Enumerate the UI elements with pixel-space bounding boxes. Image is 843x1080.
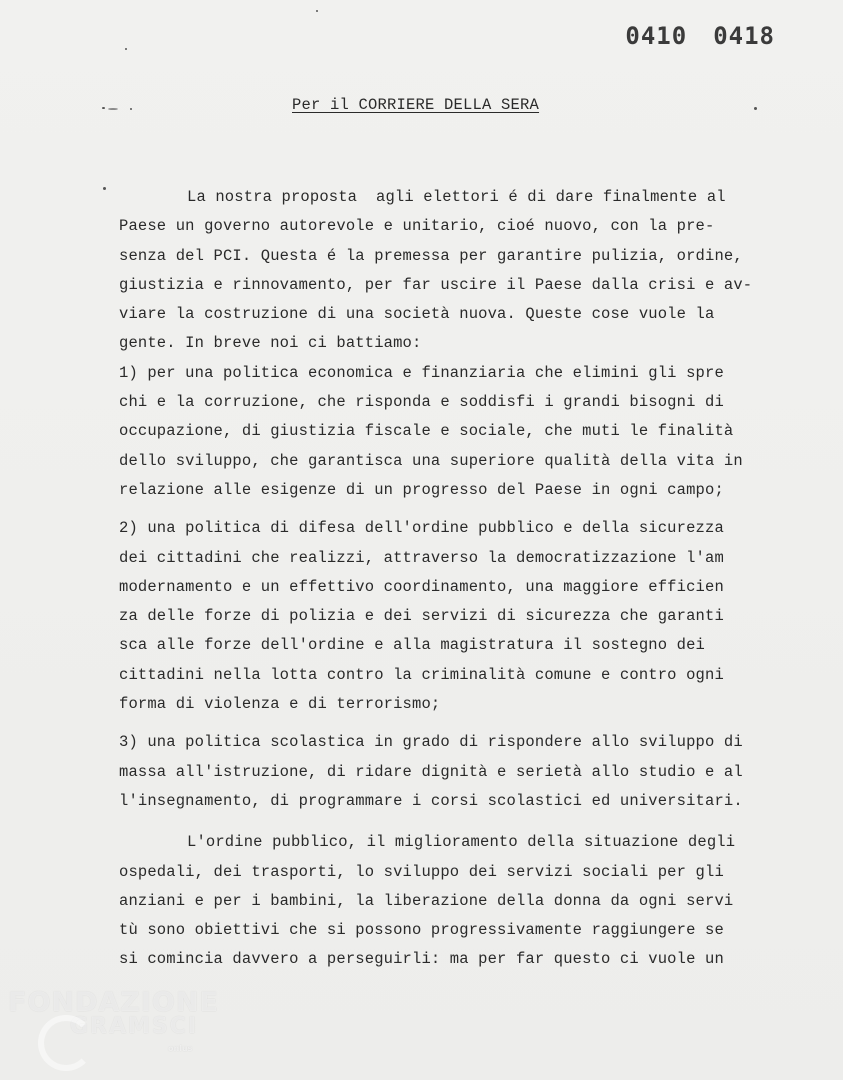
- watermark-sub: onlus: [168, 1044, 193, 1053]
- scan-speck: [754, 107, 757, 110]
- scan-speck: [125, 48, 127, 50]
- paragraph: [119, 183, 784, 505]
- watermark-line-1: FONDAZIONE: [8, 987, 219, 1018]
- stamp-number: 0410: [625, 22, 688, 50]
- scan-speck: [130, 108, 132, 110]
- text-line: ospedali, dei trasporti, lo sviluppo dei servizi sociali per gli: [119, 862, 724, 881]
- text-line: Paese un governo autorevole e unitario, cioé nuovo, con la pre-: [119, 217, 715, 236]
- text-line: dello sviluppo, che garantisca una superiore qualità della vita in: [119, 451, 743, 470]
- text-line: 3) una politica scolastica in grado di rispondere allo sviluppo di: [119, 733, 743, 752]
- paragraph-gap: [119, 505, 784, 514]
- stamp-number: 0418: [713, 22, 775, 50]
- watermark-g-logo-icon: [38, 1015, 94, 1071]
- text-line: L'ordine pubblico, il miglioramento della situazione degli: [187, 833, 736, 852]
- text-line: tù sono obiettivi che si possono progressivamente raggiungere se: [119, 921, 724, 940]
- paragraph: [119, 514, 784, 719]
- text-line: sca alle forze dell'ordine e alla magistratura il sostegno dei: [119, 636, 705, 655]
- paragraph-gap: [119, 816, 784, 828]
- text-line: senza del PCI. Questa é la premessa per garantire pulizia, ordine,: [119, 246, 743, 265]
- text-line: modernamento e un effettivo coordinamento, una maggiore efficien: [119, 577, 724, 596]
- text-line: za delle forze di polizia e dei servizi di sicurezza che garanti: [119, 607, 724, 626]
- document-body: [119, 183, 784, 975]
- text-line: viare la costruzione di una società nuova. Queste cose vuole la: [119, 305, 715, 324]
- text-line: forma di violenza e di terrorismo;: [119, 695, 441, 714]
- text-line: 1) per una politica economica e finanziaria che elimini gli spre: [119, 363, 724, 382]
- document-title: Per il CORRIERE DELLA SERA: [292, 96, 540, 114]
- paragraph-gap: [119, 719, 784, 728]
- text-line: anziani e per i bambini, la liberazione della donna da ogni servi: [119, 891, 734, 910]
- fondazione-gramsci-watermark: [8, 987, 219, 1053]
- text-line: dei cittadini che realizzi, attraverso la democratizzazione l'am: [119, 548, 724, 567]
- scan-speck: [103, 187, 106, 190]
- paragraph: [119, 728, 784, 816]
- text-line: chi e la corruzione, che risponda e soddisfi i grandi bisogni di: [119, 393, 724, 412]
- watermark-line-2: GRAMSCI: [70, 1014, 199, 1039]
- text-line: l'insegnamento, di programmare i corsi scolastici ed universitari.: [119, 791, 743, 810]
- archive-stamp: [599, 22, 775, 50]
- scan-speck: [316, 10, 318, 12]
- text-line: massa all'istruzione, di ridare dignità e serietà allo studio e al: [119, 762, 743, 781]
- text-line: si comincia davvero a perseguirli: ma per far questo ci vuole un: [119, 950, 724, 969]
- paragraph: [119, 828, 784, 974]
- text-line: La nostra proposta agli elettori é di dare finalmente al: [187, 188, 726, 206]
- scan-speck: [102, 107, 105, 109]
- text-line: giustizia e rinnovamento, per far uscire il Paese dalla crisi e av-: [119, 275, 753, 294]
- text-line: occupazione, di giustizia fiscale e sociale, che muti le finalità: [119, 422, 734, 441]
- text-line: relazione alle esigenze di un progresso del Paese in ogni campo;: [119, 480, 724, 499]
- text-line: 2) una politica di difesa dell'ordine pubblico e della sicurezza: [119, 519, 724, 538]
- text-line: cittadini nella lotta contro la criminalità comune e contro ogni: [119, 665, 724, 684]
- scan-speck: [108, 108, 118, 110]
- text-line: gente. In breve noi ci battiamo:: [119, 334, 422, 353]
